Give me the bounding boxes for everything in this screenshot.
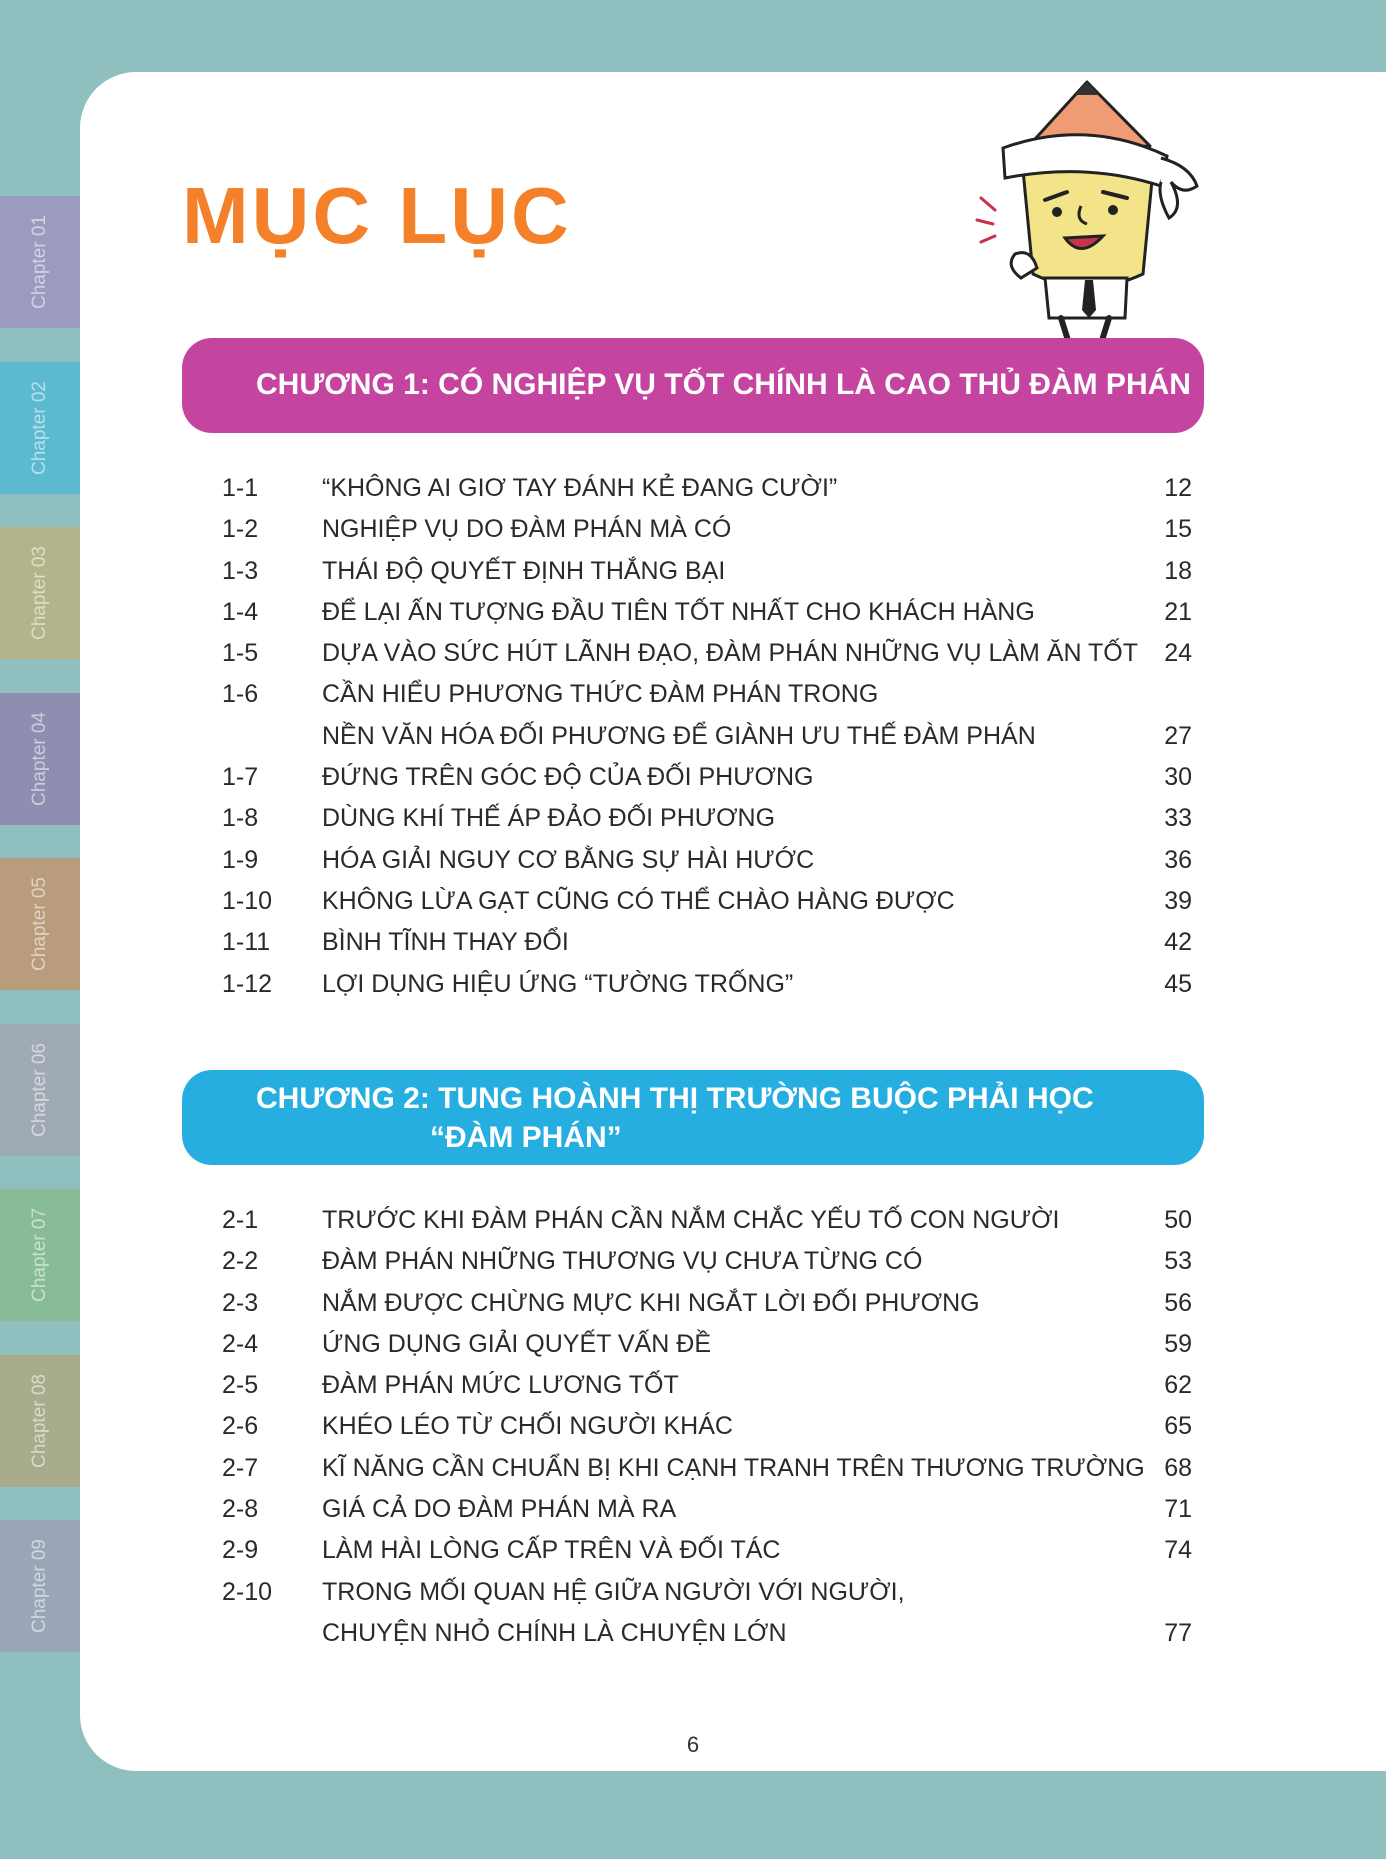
chapter1-toc [222,470,1192,1007]
toc-entry-page: 65 [1164,1412,1192,1441]
toc-entry-page: 62 [1164,1371,1192,1400]
chapter-tab-label: Chapter 03 [29,545,51,641]
toc-entry-title: ĐỨNG TRÊN GÓC ĐỘ CỦA ĐỐI PHƯƠNG [322,763,814,792]
chapter-tab-label: Chapter 08 [29,1373,51,1468]
toc-entry-title: KHÉO LÉO TỪ CHỐI NGƯỜI KHÁC [322,1412,733,1441]
toc-entry-title: ĐÀM PHÁN MỨC LƯƠNG TỐT [322,1371,679,1400]
toc-entry-page: 15 [1164,515,1192,544]
toc-entry [222,1367,1192,1408]
chapter-tab [0,196,80,328]
toc-entry-title: GIÁ CẢ DO ĐÀM PHÁN MÀ RA [322,1495,677,1524]
toc-entry [222,800,1192,841]
toc-entry [222,924,1192,965]
toc-entry [222,594,1192,635]
chapter1-heading: CHƯƠNG 1: CÓ NGHIỆP VỤ TỐT CHÍNH LÀ CAO THỦ ĐÀM PHÁN [256,368,1191,401]
chapter-tab-label: Chapter 05 [29,876,51,972]
toc-entry-number: 2-3 [222,1288,259,1317]
toc-entry-number: 2-4 [222,1329,259,1358]
toc-entry-number: 2-2 [222,1247,259,1276]
toc-entry-number: 1-3 [222,556,259,585]
toc-entry-page: 59 [1164,1329,1192,1358]
toc-entry [222,635,1192,676]
toc-entry [222,883,1192,924]
toc-entry-title: ỨNG DỤNG GIẢI QUYẾT VẤN ĐỀ [322,1329,712,1358]
chapter-tab-label: Chapter 09 [29,1538,51,1634]
chapter-tab-label: Chapter 01 [29,214,51,310]
toc-entry-number: 1-8 [222,804,259,833]
toc-entry-number: 1-2 [222,515,259,544]
chapter2-banner [182,1070,1204,1165]
toc-entry [222,676,1192,717]
toc-entry-title: NẮM ĐƯỢC CHỪNG MỰC KHI NGẮT LỜI ĐỐI PHƯƠNG [322,1288,980,1317]
toc-entry-title: LỢI DỤNG HIỆU ỨNG “TƯỜNG TRỐNG” [322,969,794,998]
toc-entry-number: 1-7 [222,763,259,792]
toc-entry [222,1491,1192,1532]
toc-entry [222,1285,1192,1326]
chapter-tab-label: Chapter 06 [29,1042,51,1137]
toc-entry [222,718,1192,759]
toc-entry-number: 1-11 [222,928,271,957]
toc-entry [222,1202,1192,1243]
toc-entry-page: 39 [1164,886,1192,915]
toc-entry-page: 42 [1164,928,1192,957]
toc-entry-page: 68 [1164,1453,1192,1482]
toc-entry-number: 2-10 [222,1577,273,1606]
toc-entry-number: 2-5 [222,1371,259,1400]
toc-entry-page: 56 [1164,1288,1192,1317]
toc-entry-number: 2-8 [222,1495,259,1524]
toc-entry-title: NỀN VĂN HÓA ĐỐI PHƯƠNG ĐỂ GIÀNH ƯU THẾ ĐÀM PHÁN [322,721,1036,750]
toc-entry-title: “KHÔNG AI GIƠ TAY ĐÁNH KẺ ĐANG CƯỜI” [322,474,838,502]
toc-entry-title: KĨ NĂNG CẦN CHUẨN BỊ KHI CẠNH TRANH TRÊN THƯƠNG TRƯỜNG [322,1453,1145,1482]
toc-entry-number: 2-1 [222,1206,259,1234]
toc-entry-title: NGHIỆP VỤ DO ĐÀM PHÁN MÀ CÓ [322,515,732,544]
toc-entry [222,1615,1192,1656]
toc-entry-number: 1-9 [222,845,259,874]
toc-entry-number: 1-4 [222,597,259,626]
toc-entry [222,553,1192,594]
chapter-tab [0,1355,80,1487]
chapter-tab [0,858,80,990]
toc-entry-title: ĐỂ LẠI ẤN TƯỢNG ĐẦU TIÊN TỐT NHẤT CHO KHÁCH HÀNG [322,597,1035,626]
page-number: 6 [686,1732,700,1757]
pencil-mascot-illustration [975,78,1205,358]
toc-entry-title: CẦN HIỂU PHƯƠNG THỨC ĐÀM PHÁN TRONG [322,680,879,709]
chapter-tab-label: Chapter 07 [29,1207,51,1303]
toc-entry-page: 21 [1164,597,1192,626]
chapter-tab-label: Chapter 04 [29,711,51,806]
toc-entry-number: 1-1 [222,474,259,502]
toc-entry-title: ĐÀM PHÁN NHỮNG THƯƠNG VỤ CHƯA TỪNG CÓ [322,1247,923,1276]
toc-entry-number: 1-10 [222,886,273,915]
toc-entry [222,1243,1192,1284]
chapter-tab [0,527,80,659]
toc-entry-page: 36 [1164,845,1192,874]
toc-entry-title: THÁI ĐỘ QUYẾT ĐỊNH THẮNG BẠI [322,556,726,585]
toc-entry [222,966,1192,1007]
toc-entry-number: 1-5 [222,639,259,668]
toc-entry-title: BÌNH TĨNH THAY ĐỔI [322,928,569,957]
toc-entry [222,1532,1192,1573]
toc-entry-title: HÓA GIẢI NGUY CƠ BẰNG SỰ HÀI HƯỚC [322,845,815,874]
toc-entry-title: KHÔNG LỪA GẠT CŨNG CÓ THỂ CHÀO HÀNG ĐƯỢC [322,886,955,915]
toc-entry [222,842,1192,883]
toc-entry-page: 53 [1164,1247,1192,1276]
toc-entry-page: 12 [1164,474,1192,502]
toc-entry-title: DÙNG KHÍ THẾ ÁP ĐẢO ĐỐI PHƯƠNG [322,804,776,833]
chapter2-heading-line2: “ĐÀM PHÁN” [430,1121,622,1154]
toc-entry-number: 2-6 [222,1412,259,1441]
toc-entry-title: TRONG MỐI QUAN HỆ GIỮA NGƯỜI VỚI NGƯỜI, [322,1577,905,1606]
toc-entry-page: 27 [1164,721,1192,750]
toc-entry-title: TRƯỚC KHI ĐÀM PHÁN CẦN NẮM CHẮC YẾU TỐ CON NGƯỜI [322,1206,1060,1234]
chapter-tab [0,1189,80,1321]
toc-entry [222,1326,1192,1367]
chapter-tab [0,362,80,494]
toc-entry-page: 71 [1164,1495,1192,1524]
toc-entry-page: 33 [1164,804,1192,833]
chapter2-heading-line1: CHƯƠNG 2: TUNG HOÀNH THỊ TRƯỜNG BUỘC PHẢI HỌC [256,1082,1094,1115]
toc-entry-number: 1-12 [222,969,273,998]
chapter-tab [0,693,80,825]
toc-entry-page: 45 [1164,969,1192,998]
toc-entry-number: 2-7 [222,1453,259,1482]
page-title: MỤC LỤC [182,171,572,260]
toc-entry [222,470,1192,511]
toc-entry [222,1450,1192,1491]
toc-entry-page: 24 [1164,639,1192,668]
toc-entry-page: 77 [1164,1618,1192,1647]
toc-entry-page: 74 [1164,1536,1192,1565]
toc-entry [222,759,1192,800]
chapter2-toc [222,1202,1192,1656]
chapter-tab [0,1024,80,1156]
toc-entry-page: 30 [1164,763,1192,792]
toc-entry-page: 50 [1164,1206,1192,1234]
toc-entry-title: LÀM HÀI LÒNG CẤP TRÊN VÀ ĐỐI TÁC [322,1536,781,1565]
chapter-tab-label: Chapter 02 [29,380,51,475]
chapter1-banner [182,338,1204,433]
toc-entry-number: 2-9 [222,1536,259,1565]
toc-entry [222,511,1192,552]
toc-entry-title: CHUYỆN NHỎ CHÍNH LÀ CHUYỆN LỚN [322,1618,787,1647]
toc-entry-title: DỰA VÀO SỨC HÚT LÃNH ĐẠO, ĐÀM PHÁN NHỮNG VỤ LÀM ĂN TỐT [322,639,1139,668]
toc-entry-page: 18 [1164,556,1192,585]
toc-entry [222,1574,1192,1615]
toc-entry-number: 1-6 [222,680,259,709]
chapter-tab [0,1520,80,1652]
toc-entry [222,1408,1192,1449]
